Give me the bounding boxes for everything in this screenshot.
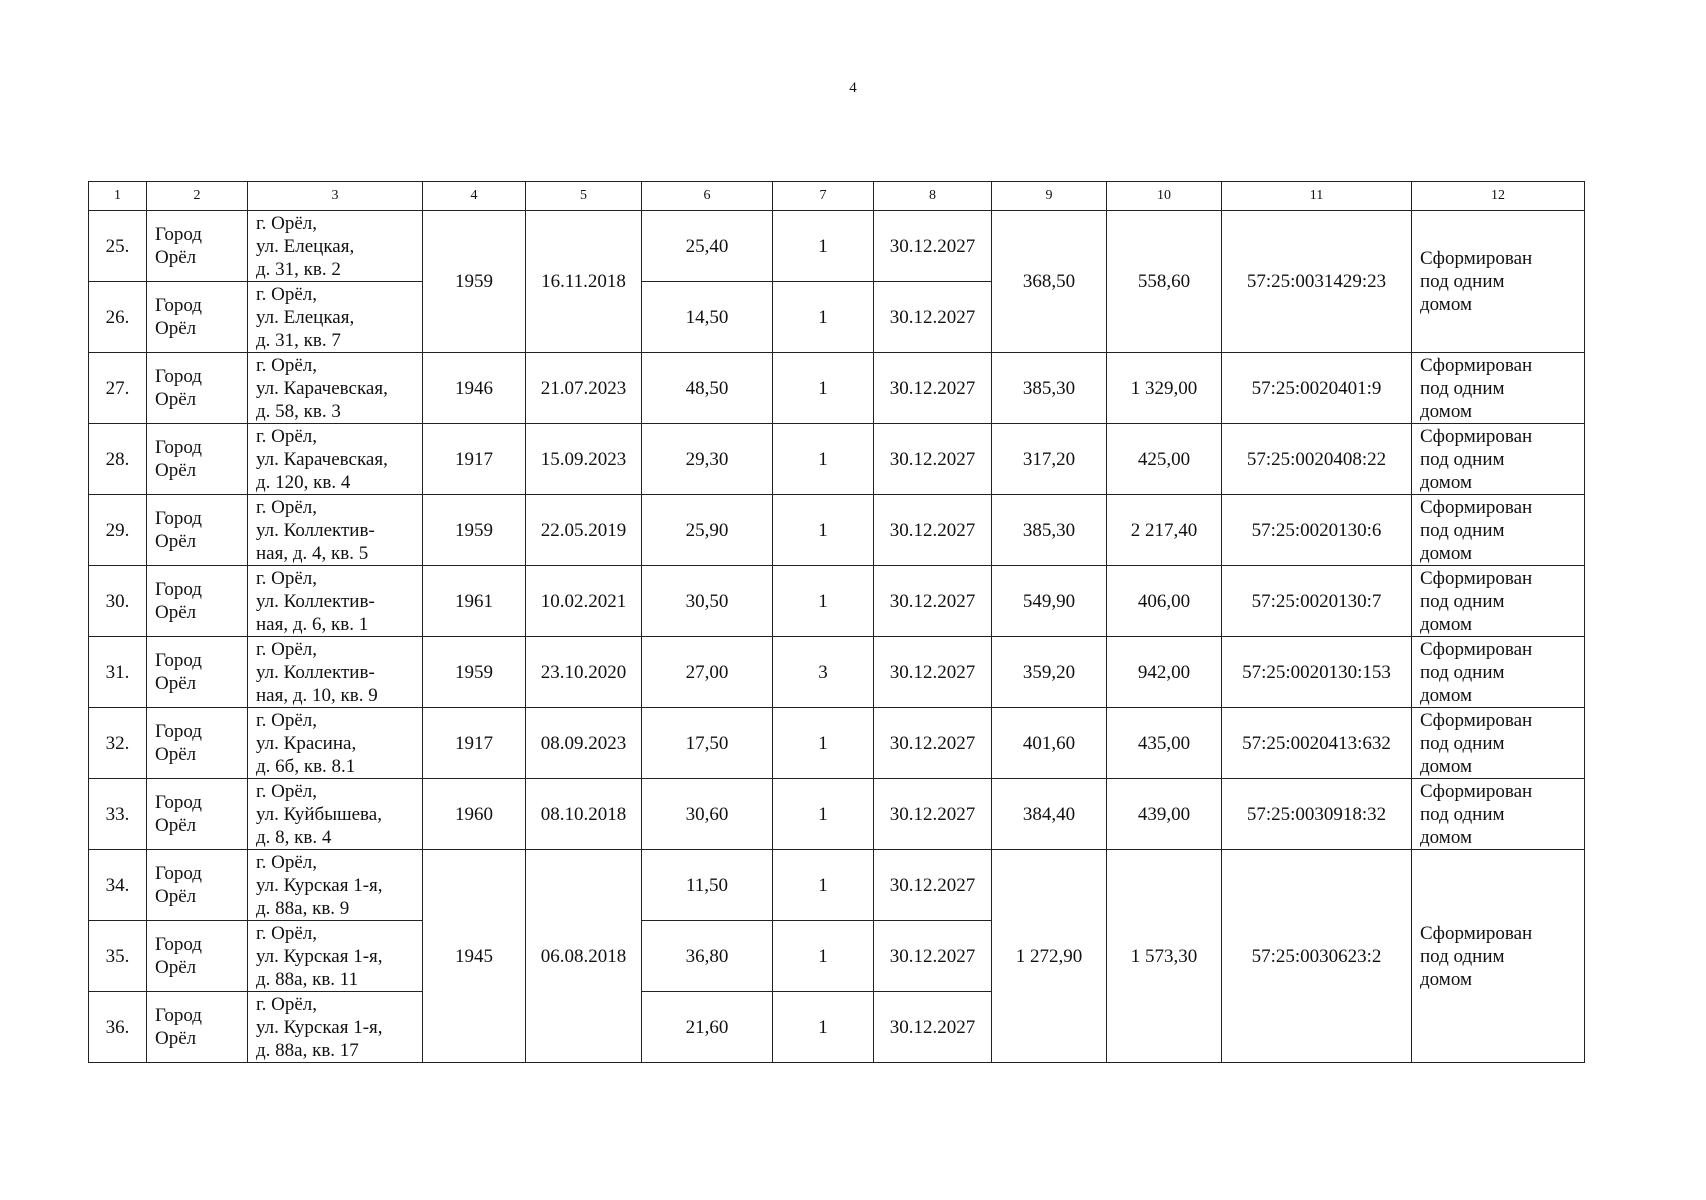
deadline-cell: 30.12.2027	[874, 353, 992, 424]
area-cell: 25,40	[642, 211, 773, 282]
municipality-cell: Город Орёл	[147, 921, 248, 992]
header-cell: 6	[642, 182, 773, 211]
address-cell: г. Орёл, ул. Коллектив- ная, д. 10, кв. 9	[248, 637, 423, 708]
build-year-cell: 1960	[423, 779, 526, 850]
area-cell: 14,50	[642, 282, 773, 353]
house-area-cell: 1 272,90	[992, 850, 1107, 1063]
municipality-cell: Город Орёл	[147, 708, 248, 779]
land-status-cell: Сформирован под одним домом	[1412, 211, 1585, 353]
header-cell: 7	[773, 182, 874, 211]
table-row	[89, 211, 1585, 282]
deadline-cell: 30.12.2027	[874, 708, 992, 779]
cadastral-number-cell: 57:25:0031429:23	[1222, 211, 1412, 353]
table-row	[89, 850, 1585, 921]
address-cell: г. Орёл, ул. Курская 1-я, д. 88а, кв. 17	[248, 992, 423, 1063]
deadline-cell: 30.12.2027	[874, 282, 992, 353]
count-cell: 1	[773, 566, 874, 637]
count-cell: 1	[773, 850, 874, 921]
table-row	[89, 566, 1585, 637]
house-area-cell: 549,90	[992, 566, 1107, 637]
table-row	[89, 495, 1585, 566]
header-cell: 11	[1222, 182, 1412, 211]
build-year-cell: 1946	[423, 353, 526, 424]
count-cell: 1	[773, 424, 874, 495]
deadline-cell: 30.12.2027	[874, 495, 992, 566]
header-cell: 12	[1412, 182, 1585, 211]
land-area-cell: 942,00	[1107, 637, 1222, 708]
land-status-cell: Сформирован под одним домом	[1412, 708, 1585, 779]
decision-date-cell: 06.08.2018	[526, 850, 642, 1063]
row-number: 25.	[89, 211, 147, 282]
address-cell: г. Орёл, ул. Курская 1-я, д. 88а, кв. 11	[248, 921, 423, 992]
area-cell: 30,60	[642, 779, 773, 850]
header-cell: 5	[526, 182, 642, 211]
house-area-cell: 385,30	[992, 495, 1107, 566]
count-cell: 1	[773, 708, 874, 779]
cadastral-number-cell: 57:25:0020130:6	[1222, 495, 1412, 566]
table-row	[89, 353, 1585, 424]
area-cell: 25,90	[642, 495, 773, 566]
area-cell: 21,60	[642, 992, 773, 1063]
row-number: 31.	[89, 637, 147, 708]
row-number: 32.	[89, 708, 147, 779]
decision-date-cell: 23.10.2020	[526, 637, 642, 708]
decision-date-cell: 08.09.2023	[526, 708, 642, 779]
area-cell: 30,50	[642, 566, 773, 637]
land-status-cell: Сформирован под одним домом	[1412, 779, 1585, 850]
municipality-cell: Город Орёл	[147, 992, 248, 1063]
build-year-cell: 1959	[423, 637, 526, 708]
land-status-cell: Сформирован под одним домом	[1412, 353, 1585, 424]
address-cell: г. Орёл, ул. Красина, д. 6б, кв. 8.1	[248, 708, 423, 779]
cadastral-number-cell: 57:25:0020130:7	[1222, 566, 1412, 637]
count-cell: 1	[773, 353, 874, 424]
header-cell: 3	[248, 182, 423, 211]
deadline-cell: 30.12.2027	[874, 566, 992, 637]
land-area-cell: 1 329,00	[1107, 353, 1222, 424]
row-number: 26.	[89, 282, 147, 353]
area-cell: 48,50	[642, 353, 773, 424]
cadastral-number-cell: 57:25:0020413:632	[1222, 708, 1412, 779]
count-cell: 1	[773, 779, 874, 850]
deadline-cell: 30.12.2027	[874, 921, 992, 992]
municipality-cell: Город Орёл	[147, 637, 248, 708]
municipality-cell: Город Орёл	[147, 495, 248, 566]
municipality-cell: Город Орёл	[147, 566, 248, 637]
header-cell: 1	[89, 182, 147, 211]
land-status-cell: Сформирован под одним домом	[1412, 495, 1585, 566]
build-year-cell: 1959	[423, 495, 526, 566]
address-cell: г. Орёл, ул. Карачевская, д. 120, кв. 4	[248, 424, 423, 495]
decision-date-cell: 16.11.2018	[526, 211, 642, 353]
area-cell: 27,00	[642, 637, 773, 708]
deadline-cell: 30.12.2027	[874, 424, 992, 495]
header-cell: 8	[874, 182, 992, 211]
deadline-cell: 30.12.2027	[874, 637, 992, 708]
address-cell: г. Орёл, ул. Карачевская, д. 58, кв. 3	[248, 353, 423, 424]
municipality-cell: Город Орёл	[147, 850, 248, 921]
cadastral-number-cell: 57:25:0020408:22	[1222, 424, 1412, 495]
municipality-cell: Город Орёл	[147, 779, 248, 850]
decision-date-cell: 08.10.2018	[526, 779, 642, 850]
deadline-cell: 30.12.2027	[874, 850, 992, 921]
header-cell: 10	[1107, 182, 1222, 211]
header-cell: 9	[992, 182, 1107, 211]
table-row	[89, 637, 1585, 708]
row-number: 35.	[89, 921, 147, 992]
header-row	[89, 182, 1585, 211]
page-number: 4	[849, 80, 857, 96]
row-number: 36.	[89, 992, 147, 1063]
land-area-cell: 406,00	[1107, 566, 1222, 637]
decision-date-cell: 21.07.2023	[526, 353, 642, 424]
deadline-cell: 30.12.2027	[874, 992, 992, 1063]
address-cell: г. Орёл, ул. Коллектив- ная, д. 4, кв. 5	[248, 495, 423, 566]
row-number: 27.	[89, 353, 147, 424]
area-cell: 29,30	[642, 424, 773, 495]
deadline-cell: 30.12.2027	[874, 779, 992, 850]
count-cell: 3	[773, 637, 874, 708]
table-row	[89, 708, 1585, 779]
header-cell: 2	[147, 182, 248, 211]
count-cell: 1	[773, 211, 874, 282]
build-year-cell: 1945	[423, 850, 526, 1063]
address-cell: г. Орёл, ул. Коллектив- ная, д. 6, кв. 1	[248, 566, 423, 637]
property-register-table	[88, 181, 1585, 1063]
count-cell: 1	[773, 921, 874, 992]
row-number: 34.	[89, 850, 147, 921]
header-cell: 4	[423, 182, 526, 211]
row-number: 33.	[89, 779, 147, 850]
land-status-cell: Сформирован под одним домом	[1412, 850, 1585, 1063]
area-cell: 17,50	[642, 708, 773, 779]
row-number: 29.	[89, 495, 147, 566]
address-cell: г. Орёл, ул. Елецкая, д. 31, кв. 7	[248, 282, 423, 353]
house-area-cell: 359,20	[992, 637, 1107, 708]
area-cell: 11,50	[642, 850, 773, 921]
table-row	[89, 779, 1585, 850]
address-cell: г. Орёл, ул. Куйбышева, д. 8, кв. 4	[248, 779, 423, 850]
land-area-cell: 558,60	[1107, 211, 1222, 353]
land-area-cell: 425,00	[1107, 424, 1222, 495]
address-cell: г. Орёл, ул. Курская 1-я, д. 88а, кв. 9	[248, 850, 423, 921]
cadastral-number-cell: 57:25:0030918:32	[1222, 779, 1412, 850]
land-status-cell: Сформирован под одним домом	[1412, 566, 1585, 637]
house-area-cell: 401,60	[992, 708, 1107, 779]
cadastral-number-cell: 57:25:0020130:153	[1222, 637, 1412, 708]
land-area-cell: 435,00	[1107, 708, 1222, 779]
table-row	[89, 424, 1585, 495]
municipality-cell: Город Орёл	[147, 424, 248, 495]
area-cell: 36,80	[642, 921, 773, 992]
count-cell: 1	[773, 495, 874, 566]
land-area-cell: 2 217,40	[1107, 495, 1222, 566]
row-number: 28.	[89, 424, 147, 495]
land-area-cell: 1 573,30	[1107, 850, 1222, 1063]
count-cell: 1	[773, 992, 874, 1063]
build-year-cell: 1917	[423, 424, 526, 495]
municipality-cell: Город Орёл	[147, 353, 248, 424]
row-number: 30.	[89, 566, 147, 637]
cadastral-number-cell: 57:25:0030623:2	[1222, 850, 1412, 1063]
address-cell: г. Орёл, ул. Елецкая, д. 31, кв. 2	[248, 211, 423, 282]
decision-date-cell: 10.02.2021	[526, 566, 642, 637]
land-area-cell: 439,00	[1107, 779, 1222, 850]
house-area-cell: 384,40	[992, 779, 1107, 850]
municipality-cell: Город Орёл	[147, 282, 248, 353]
cadastral-number-cell: 57:25:0020401:9	[1222, 353, 1412, 424]
house-area-cell: 368,50	[992, 211, 1107, 353]
decision-date-cell: 15.09.2023	[526, 424, 642, 495]
build-year-cell: 1917	[423, 708, 526, 779]
municipality-cell: Город Орёл	[147, 211, 248, 282]
build-year-cell: 1959	[423, 211, 526, 353]
land-status-cell: Сформирован под одним домом	[1412, 424, 1585, 495]
house-area-cell: 317,20	[992, 424, 1107, 495]
decision-date-cell: 22.05.2019	[526, 495, 642, 566]
land-status-cell: Сформирован под одним домом	[1412, 637, 1585, 708]
count-cell: 1	[773, 282, 874, 353]
house-area-cell: 385,30	[992, 353, 1107, 424]
deadline-cell: 30.12.2027	[874, 211, 992, 282]
build-year-cell: 1961	[423, 566, 526, 637]
